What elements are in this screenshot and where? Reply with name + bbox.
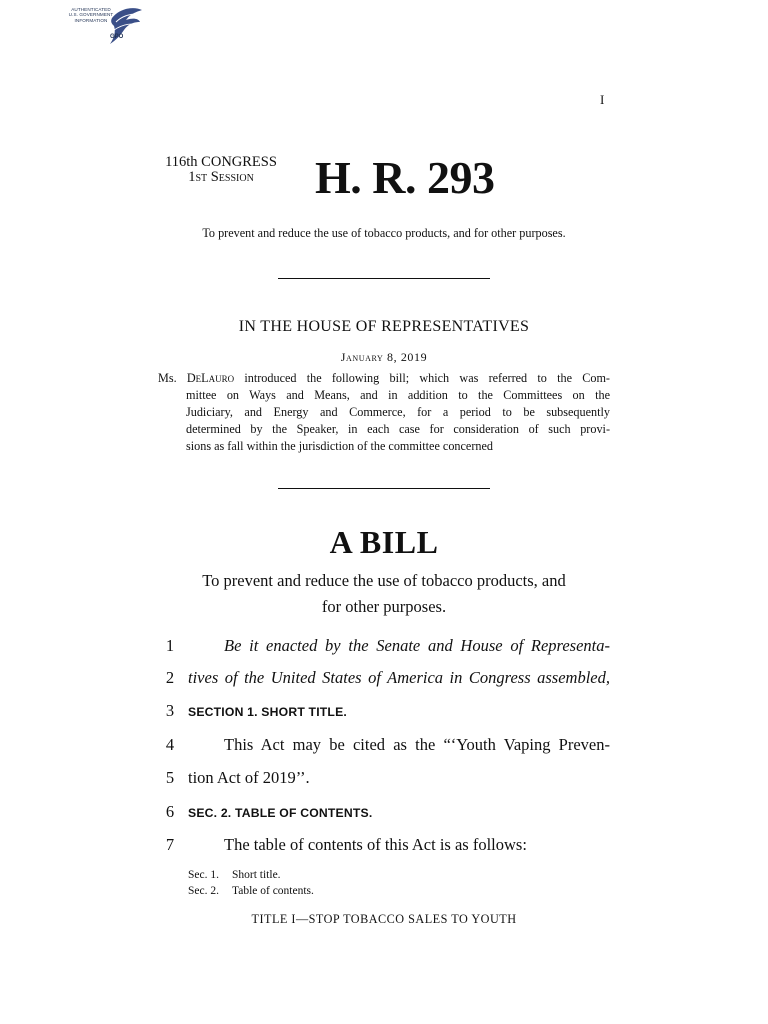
body-text-line: tion Act of 2019’’. xyxy=(188,768,310,787)
congress-line: 116th CONGRESS xyxy=(165,154,277,170)
logo-text-line-1: AUTHENTICATED xyxy=(71,7,111,12)
line-number: 2 xyxy=(165,668,175,687)
logo-text-line-2: U.S. GOVERNMENT xyxy=(68,12,114,18)
toc-section-title: Short title. xyxy=(232,869,281,881)
eagle-icon xyxy=(106,4,146,48)
bill-number: H. R. 293 xyxy=(315,152,495,203)
line-number: 7 xyxy=(165,835,175,854)
session-line: 1st Session xyxy=(188,169,254,185)
toc-entry xyxy=(188,868,314,884)
intro-line: Ms. DeLauro introduced the following bill; which was referred to the Com- xyxy=(158,371,610,385)
intro-line: sions as fall within the jurisdiction of the committee concerned xyxy=(186,439,493,453)
line-number: 6 xyxy=(165,802,175,821)
toc-entry xyxy=(188,884,314,900)
intro-line: determined by the Speaker, in each case for consideration of such provi- xyxy=(186,422,610,436)
line-number: 1 xyxy=(165,636,175,655)
title-heading: TITLE I—STOP TOBACCO SALES TO YOUTH xyxy=(251,912,517,926)
intro-line: Judiciary, and Energy and Commerce, for a period to be subsequently xyxy=(186,405,610,419)
section-heading: SEC. 2. TABLE OF CONTENTS. xyxy=(188,806,373,820)
divider-rule xyxy=(278,488,490,489)
toc-section-number: Sec. 1. xyxy=(188,869,219,881)
body-text-line: This Act may be cited as the “‘Youth Vaping Preven- xyxy=(224,735,610,754)
gpo-badge: GPO xyxy=(110,34,124,40)
long-title xyxy=(0,568,768,620)
gpo-authenticated-logo xyxy=(62,4,148,48)
enacting-clause-line: Be it enacted by the Senate and House of Representa- xyxy=(224,636,610,655)
short-purpose: To prevent and reduce the use of tobacco products, and for other purposes. xyxy=(202,226,566,240)
long-title-line: for other purposes. xyxy=(321,597,447,616)
toc-section-title: Table of contents. xyxy=(232,884,314,897)
table-of-contents xyxy=(188,868,314,899)
introduction-paragraph xyxy=(158,370,610,455)
line-number: 5 xyxy=(165,768,175,787)
bill-title: A BILL xyxy=(329,524,439,560)
congress-session-block xyxy=(158,155,284,185)
line-number: 3 xyxy=(165,701,175,720)
section-heading: SECTION 1. SHORT TITLE. xyxy=(188,705,347,719)
body-text-line: The table of contents of this Act is as follows: xyxy=(224,835,527,854)
sponsor-name: DeLauro xyxy=(186,371,235,385)
line-number: 4 xyxy=(165,735,175,754)
divider-rule xyxy=(278,278,490,279)
enacting-clause-line: tives of the United States of America in Congress assembled, xyxy=(188,668,610,687)
page-marker: I xyxy=(600,92,605,107)
introduction-date: January 8, 2019 xyxy=(340,350,428,364)
intro-line: mittee on Ways and Means, and in addition to the Committees on the xyxy=(186,388,610,402)
logo-text-line-3: INFORMATION xyxy=(74,17,108,23)
house-heading: IN THE HOUSE OF REPRESENTATIVES xyxy=(238,318,530,335)
toc-section-number: Sec. 2. xyxy=(188,884,219,897)
long-title-line: To prevent and reduce the use of tobacco products, and xyxy=(202,571,566,590)
